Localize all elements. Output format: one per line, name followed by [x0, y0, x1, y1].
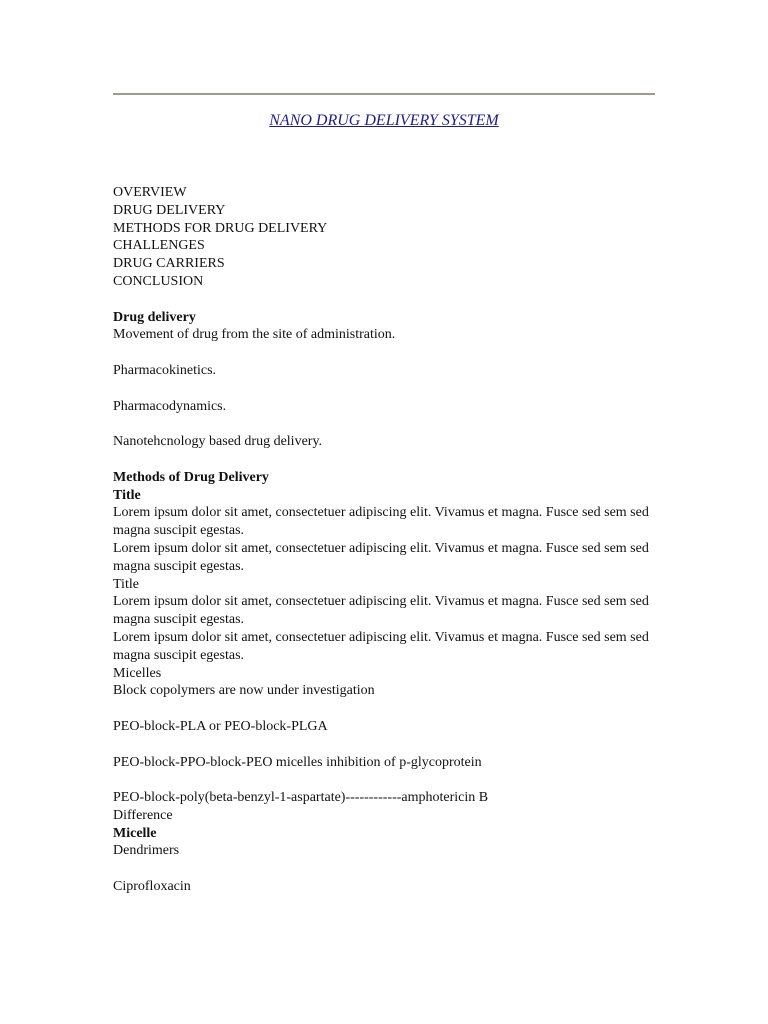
paragraph: Lorem ipsum dolor sit amet, consectetuer adipiscing elit. Vivamus et magna. Fusce sed sem sed magna suscipit egestas.: [113, 540, 649, 574]
paragraph: Nanotehcnology based drug delivery.: [113, 434, 323, 450]
subsection-title: Title: [113, 487, 141, 503]
blank-line: [113, 860, 658, 878]
overview-item: DRUG CARRIERS: [113, 256, 225, 272]
blank-line: [113, 736, 658, 754]
paragraph: PEO-block-poly(beta-benzyl-1-aspartate)------------amphotericin B: [113, 790, 489, 806]
overview-item: CONCLUSION: [113, 273, 204, 289]
blank-line: [113, 451, 658, 469]
methods-heading: Methods of Drug Delivery: [113, 469, 269, 485]
paragraph: Pharmacokinetics.: [113, 362, 217, 378]
document-title: NANO DRUG DELIVERY SYSTEM: [269, 112, 499, 129]
blank-line: [113, 380, 658, 398]
blank-line: [113, 415, 658, 433]
drug-delivery-heading: Drug delivery: [113, 309, 196, 325]
blank-line: [113, 291, 658, 309]
paragraph: Pharmacodynamics.: [113, 398, 227, 414]
paragraph: Lorem ipsum dolor sit amet, consectetuer adipiscing elit. Vivamus et magna. Fusce sed sem sed magna suscipit egestas.: [113, 629, 649, 663]
blank-line: [113, 344, 658, 362]
paragraph: Ciprofloxacin: [113, 879, 191, 895]
overview-item: METHODS FOR DRUG DELIVERY: [113, 220, 328, 236]
top-divider: [113, 93, 655, 95]
blank-line: [113, 771, 658, 789]
paragraph: Lorem ipsum dolor sit amet, consectetuer adipiscing elit. Vivamus et magna. Fusce sed sem sed magna suscipit egestas.: [113, 594, 649, 628]
overview-item: OVERVIEW: [113, 185, 187, 200]
overview-item: DRUG DELIVERY: [113, 202, 226, 218]
paragraph: Block copolymers are now under investigation: [113, 683, 375, 699]
subsection-title: Title: [113, 576, 139, 592]
paragraph: Movement of drug from the site of administration.: [113, 327, 396, 343]
paragraph: Dendrimers: [113, 843, 180, 859]
overview-item: CHALLENGES: [113, 238, 205, 254]
blank-line: [113, 700, 658, 718]
paragraph: PEO-block-PLA or PEO-block-PLGA: [113, 718, 328, 734]
paragraph: Lorem ipsum dolor sit amet, consectetuer adipiscing elit. Vivamus et magna. Fusce sed sem sed magna suscipit egestas.: [113, 505, 649, 539]
paragraph: Micelles: [113, 665, 162, 681]
paragraph: Difference: [113, 807, 173, 823]
micelle-heading: Micelle: [113, 825, 157, 841]
paragraph: PEO-block-PPO-block-PEO micelles inhibition of p-glycoprotein: [113, 754, 482, 770]
document-body: [113, 184, 658, 896]
